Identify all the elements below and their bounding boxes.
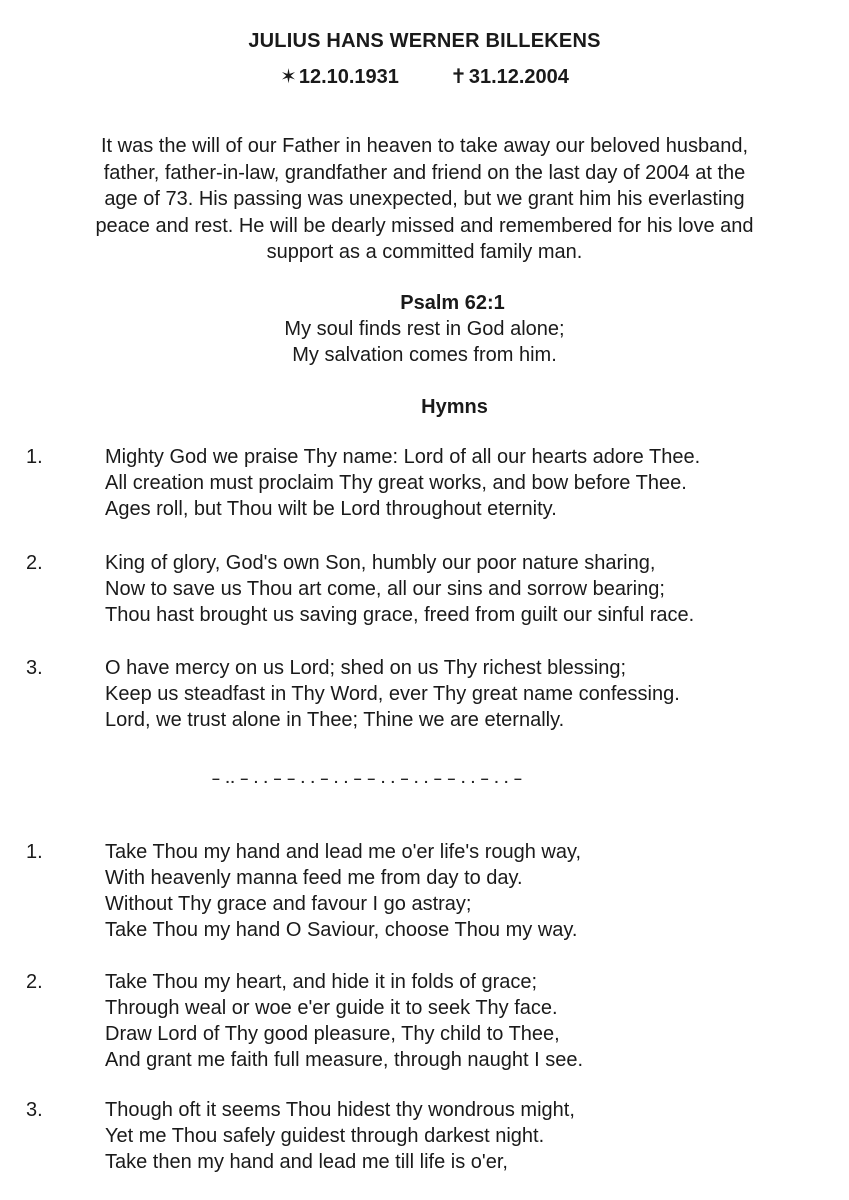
verse-number: 1. — [26, 446, 43, 468]
verse-line: King of glory, God's own Son, humbly our poor nature sharing, — [105, 552, 656, 574]
verse-lines — [105, 444, 835, 522]
obituary-line: peace and rest. He will be dearly missed and remembered for his love and — [95, 214, 754, 237]
obituary-line: father, father-in-law, grandfather and friend on the last day of 2004 at the — [103, 161, 746, 184]
verse-lines — [105, 969, 835, 1073]
verse-lines — [105, 655, 835, 733]
verse-line: With heavenly manna feed me from day to day. — [105, 867, 523, 889]
verse-line: Without Thy grace and favour I go astray; — [105, 893, 472, 915]
obituary-line: It was the will of our Father in heaven to take away our beloved husband, — [100, 135, 749, 157]
verse-line: And grant me faith full measure, through naught I see. — [105, 1049, 584, 1071]
death-date: 31.12.2004 — [468, 66, 569, 88]
verse-number: 2. — [26, 971, 43, 993]
psalm-title: Psalm 62:1 — [400, 292, 505, 314]
verse-number: 3. — [26, 657, 43, 679]
verse-line: Thou hast brought us saving grace, freed from guilt our sinful race. — [105, 604, 695, 626]
verse-line: Take Thou my hand and lead me o'er life's rough way, — [105, 841, 582, 863]
verse-line: Mighty God we praise Thy name: Lord of all our hearts adore Thee. — [105, 446, 701, 468]
verse-line: Keep us steadfast in Thy Word, ever Thy great name confessing. — [105, 683, 680, 705]
verse-lines — [105, 550, 835, 628]
section-divider: – .. – . . – – . . – . . – – . . – . . – – . . – . . – — [212, 770, 523, 786]
verse-line: Take Thou my hand O Saviour, choose Thou my way. — [105, 919, 578, 941]
psalm-line: My salvation comes from him. — [292, 344, 557, 366]
verse-line: Take then my hand and lead me till life is o'er, — [105, 1151, 508, 1173]
obituary-line: age of 73. His passing was unexpected, but we grant him his everlasting — [104, 188, 745, 210]
verse-line: Through weal or woe e'er guide it to seek Thy face. — [105, 997, 558, 1019]
verse-line: All creation must proclaim Thy great works, and bow before Thee. — [105, 472, 687, 494]
verse-line: Lord, we trust alone in Thee; Thine we are eternally. — [105, 709, 565, 731]
verse-line: Though oft it seems Thou hidest thy wondrous might, — [105, 1099, 575, 1121]
psalm-line: My soul finds rest in God alone; — [284, 318, 565, 340]
hymns-heading — [0, 396, 849, 419]
verse-number: 3. — [26, 1099, 43, 1121]
verse-number: 1. — [26, 841, 43, 863]
verse-line: Take Thou my heart, and hide it in folds of grace; — [105, 971, 538, 993]
death-date-group — [450, 64, 569, 89]
deceased-name: JULIUS HANS WERNER BILLEKENS — [248, 30, 601, 52]
verse-lines — [105, 1097, 835, 1175]
verse-line: Yet me Thou safely guidest through darkest night. — [105, 1125, 545, 1147]
life-dates — [0, 64, 849, 89]
birth-date: 12.10.1931 — [298, 66, 399, 88]
obituary-line: support as a committed family man. — [266, 241, 583, 263]
verse-lines — [105, 839, 835, 943]
verse-line: O have mercy on us Lord; shed on us Thy richest blessing; — [105, 657, 627, 679]
birth-date-group — [280, 64, 399, 89]
birth-star-icon: ✶ — [280, 66, 297, 88]
verse-line: Draw Lord of Thy good pleasure, Thy child to Thee, — [105, 1023, 560, 1045]
psalm-section — [0, 290, 849, 368]
hymns-title: Hymns — [421, 396, 488, 418]
verse-line: Ages roll, but Thou wilt be Lord throughout eternity. — [105, 498, 557, 520]
death-cross-icon: ✝ — [450, 66, 467, 88]
verse-line: Now to save us Thou art come, all our sins and sorrow bearing; — [105, 578, 665, 600]
obituary-paragraph — [20, 133, 829, 266]
verse-number: 2. — [26, 552, 43, 574]
